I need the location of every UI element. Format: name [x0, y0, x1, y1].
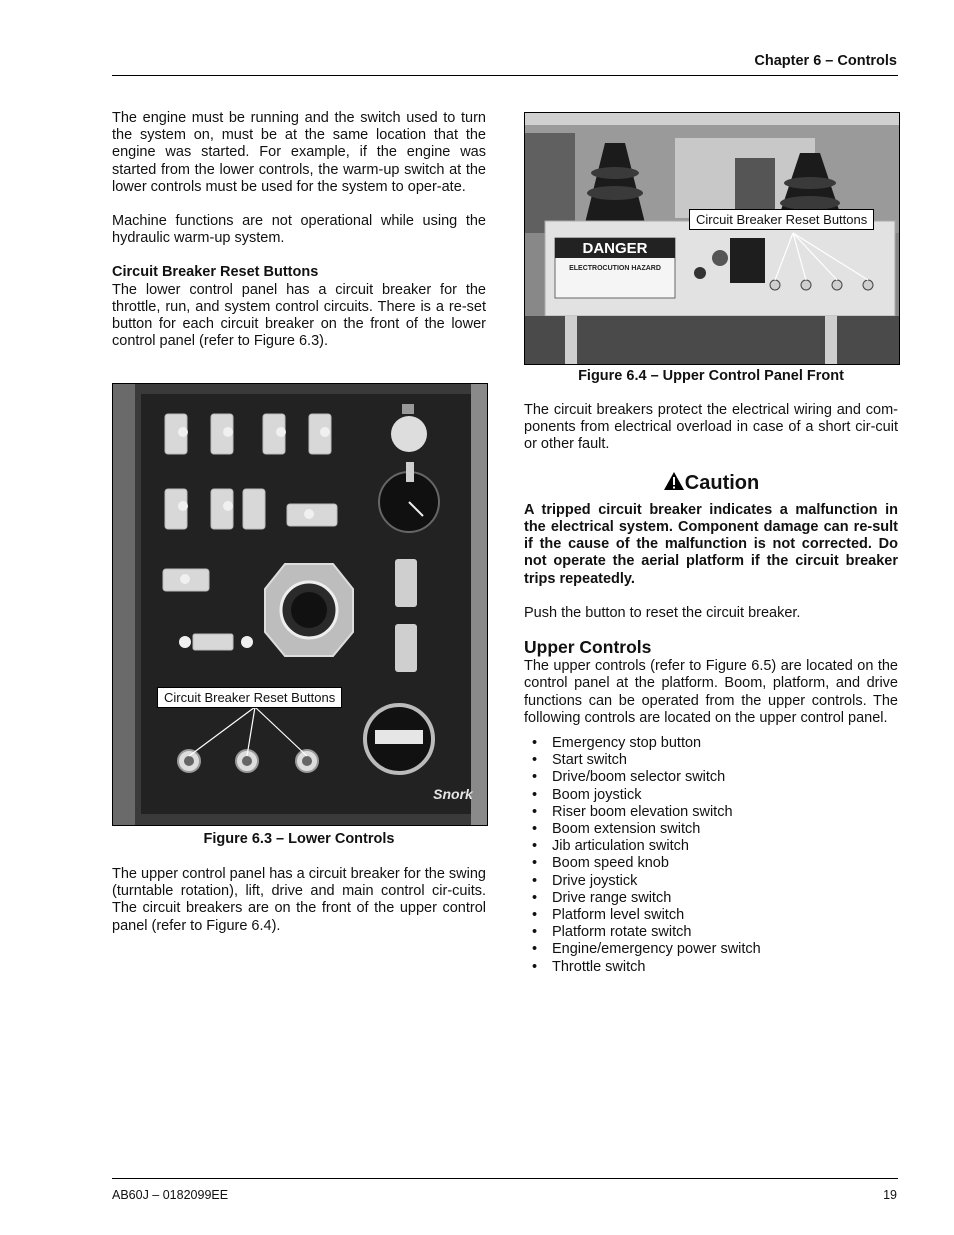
hazard-sticker-text: ELECTROCUTION HAZARD	[569, 265, 661, 272]
left-column-bottom	[112, 866, 486, 952]
figure-6-4-caption: Figure 6.4 – Upper Control Panel Front	[578, 368, 844, 384]
lower-callout-label: Circuit Breaker Reset Buttons	[157, 687, 342, 708]
list-item: • Platform rotate switch	[524, 924, 898, 941]
subhead-circuit-breaker: Circuit Breaker Reset Buttons	[112, 264, 319, 281]
lower-controls-illustration	[113, 384, 487, 825]
footer-page-number: 19	[883, 1188, 897, 1202]
paragraph-push-reset: Push the button to reset the circuit breaker.	[524, 604, 801, 621]
list-item: • Drive/boom selector switch	[524, 769, 898, 786]
upper-controls-list	[524, 735, 898, 976]
left-column	[112, 110, 486, 367]
list-item: • Throttle switch	[524, 959, 898, 976]
footer-doc-id: AB60J – 0182099EE	[112, 1188, 229, 1202]
paragraph-upper-breaker: The upper control panel has a circuit breaker for the swing (turntable rotation), lift, drive and main control cir-cuits. The circuit breakers are on the front of the upper control panel (refer to Figure 6.4).	[112, 866, 486, 934]
figure-6-3-caption: Figure 6.3 – Lower Controls	[203, 831, 395, 847]
upper-panel-illustration	[525, 113, 899, 364]
list-item: • Boom joystick	[524, 787, 898, 804]
list-item: • Platform level switch	[524, 907, 898, 924]
paragraph-upper-controls: The upper controls (refer to Figure 6.5) are located on the control panel at the platform. Boom, platform, and drive functions can be operated from the upper controls. The following controls are located on the upper control panel.	[524, 658, 898, 726]
brand-logo-text: Snork	[433, 786, 473, 802]
list-item: • Riser boom elevation switch	[524, 804, 898, 821]
section-upper-controls: Upper Controls	[524, 637, 652, 658]
upper-callout-label: Circuit Breaker Reset Buttons	[689, 209, 874, 230]
list-item: • Emergency stop button	[524, 735, 898, 752]
caution-title-text: Caution	[684, 471, 760, 494]
caution-body: A tripped circuit breaker indicates a malfunction in the electrical system. Component damage can re-sult if the cause of the malfunction is not corrected. Do not operate the aerial platform if the circuit breaker trips repeatedly.	[524, 501, 898, 587]
paragraph-breaker-protect: The circuit breakers protect the electrical wiring and com-ponents from electrical overload in case of a short cir-cuit or other fault.	[524, 402, 898, 453]
list-item: • Drive joystick	[524, 873, 898, 890]
list-item: • Engine/emergency power switch	[524, 941, 898, 958]
figure-lower-controls-photo	[112, 383, 488, 826]
caution-heading	[524, 471, 898, 494]
header-rule	[112, 75, 898, 76]
list-item: • Boom speed knob	[524, 855, 898, 872]
paragraph-warmup: Machine functions are not operational while using the hydraulic warm-up system.	[112, 213, 486, 247]
list-item: • Drive range switch	[524, 890, 898, 907]
paragraph-lower-breaker: The lower control panel has a circuit breaker for the throttle, run, and system control circuits. There is a re-set button for each circuit breaker on the front of the lower control panel (refer to Figure 6.3).	[112, 281, 486, 350]
list-item: • Start switch	[524, 752, 898, 769]
chapter-title: Chapter 6 – Controls	[754, 53, 897, 69]
warning-triangle-icon	[663, 471, 685, 494]
footer-rule	[112, 1178, 898, 1179]
paragraph-engine-running: The engine must be running and the switch used to turn the system on, must be at the same location that the engine was started. For example, if the engine was started from the lower controls, the warm-up switch at the lower controls must be used for the system to oper-ate.	[112, 110, 486, 195]
list-item: • Jib articulation switch	[524, 838, 898, 855]
list-item: • Boom extension switch	[524, 821, 898, 838]
right-column	[524, 402, 898, 976]
figure-upper-panel-photo	[524, 112, 900, 365]
danger-sticker-text: DANGER	[582, 240, 648, 257]
